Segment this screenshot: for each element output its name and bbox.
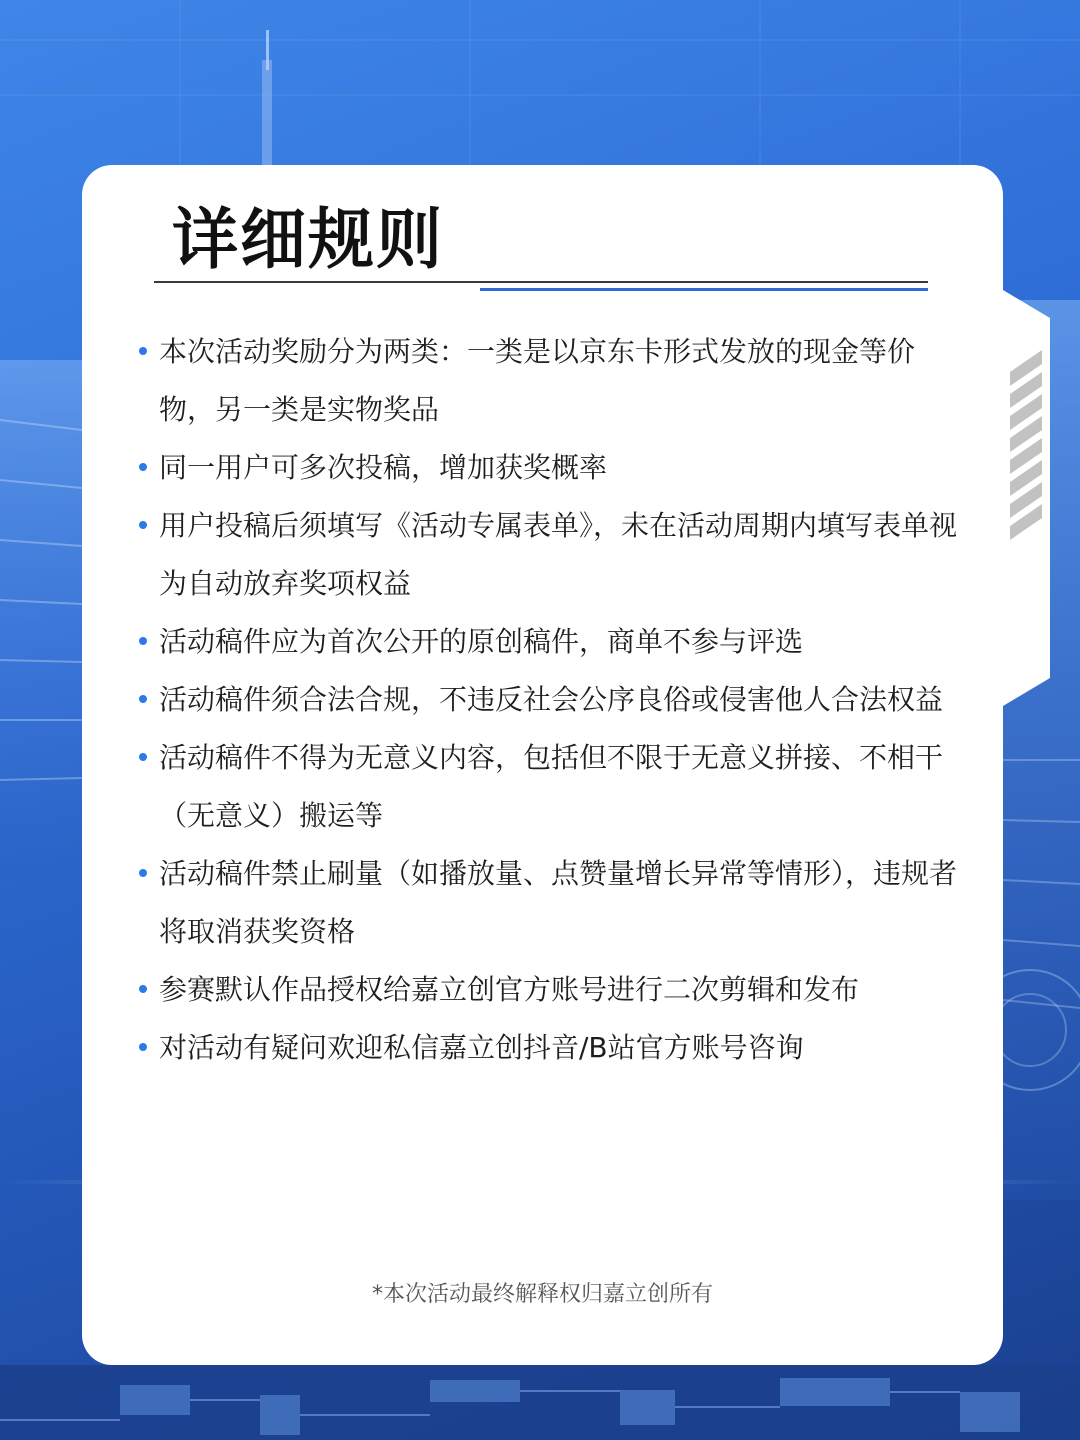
list-item xyxy=(139,729,969,845)
list-item xyxy=(139,439,969,497)
bullet-dot-icon xyxy=(139,695,147,703)
page-title: 详细规则 xyxy=(172,201,444,278)
rules-card xyxy=(82,165,1003,1365)
list-item xyxy=(139,613,969,671)
bullet-dot-icon xyxy=(139,1043,147,1051)
rule-text: 活动稿件不得为无意义内容，包括但不限于无意义拼接、不相干（无意义）搬运等 xyxy=(159,741,944,832)
rule-text: 本次活动奖励分为两类：一类是以京东卡形式发放的现金等价物，另一类是实物奖品 xyxy=(159,335,916,426)
bullet-dot-icon xyxy=(139,869,147,877)
list-item xyxy=(139,845,969,961)
list-item xyxy=(139,671,969,729)
bullet-dot-icon xyxy=(139,637,147,645)
bullet-dot-icon xyxy=(139,985,147,993)
bullet-dot-icon xyxy=(139,753,147,761)
bullet-dot-icon xyxy=(139,347,147,355)
title-divider xyxy=(154,281,928,283)
footnote: *本次活动最终解释权归嘉立创所有 xyxy=(371,1282,713,1307)
rule-text: 用户投稿后须填写《活动专属表单》，未在活动周期内填写表单视为自动放弃奖项权益 xyxy=(159,509,958,600)
rule-text: 参赛默认作品授权给嘉立创官方账号进行二次剪辑和发布 xyxy=(159,973,860,1006)
rule-text: 活动稿件须合法合规，不违反社会公序良俗或侵害他人合法权益 xyxy=(159,683,944,716)
rules-list xyxy=(139,323,969,1077)
bullet-dot-icon xyxy=(139,463,147,471)
title-accent-line xyxy=(480,288,928,291)
rule-text: 同一用户可多次投稿，增加获奖概率 xyxy=(159,451,608,484)
rule-text: 活动稿件禁止刷量（如播放量、点赞量增长异常等情形），违规者将取消获奖资格 xyxy=(159,857,958,948)
list-item xyxy=(139,1019,969,1077)
rule-text: 活动稿件应为首次公开的原创稿件，商单不参与评选 xyxy=(159,625,804,658)
list-item xyxy=(139,961,969,1019)
list-item xyxy=(139,497,969,613)
bullet-dot-icon xyxy=(139,521,147,529)
list-item xyxy=(139,323,969,439)
rule-text: 对活动有疑问欢迎私信嘉立创抖音/B站官方账号咨询 xyxy=(159,1031,804,1064)
